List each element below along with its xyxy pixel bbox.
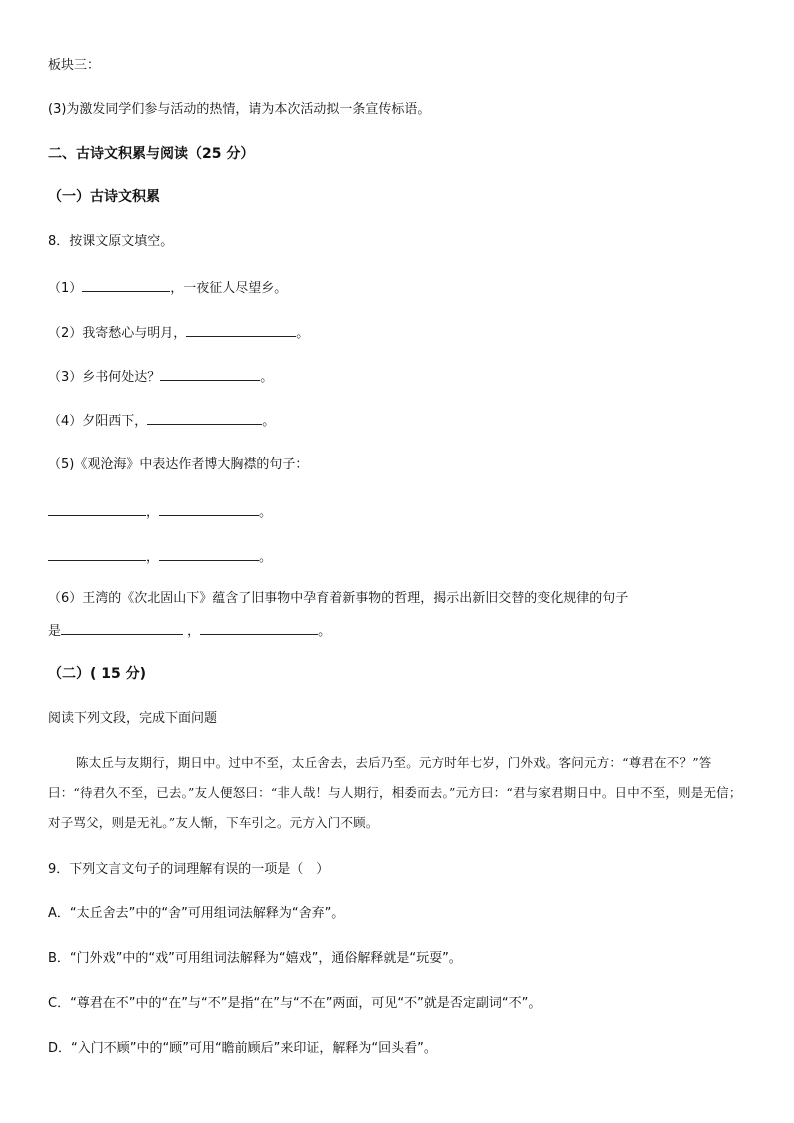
item-6-prefix: 是 (48, 624, 62, 639)
question-8-item-5-line-2 (48, 547, 272, 567)
reading-instruction: 阅读下列文段，完成下面问题 (48, 711, 218, 726)
question-8-item-5-stem: （5)《观沧海》中表达作者博大胸襟的句子： (48, 457, 309, 472)
item-2-text: （2）我寄愁心与明月， (48, 326, 187, 341)
question-8-item-2 (48, 323, 309, 343)
section-2-title: 二、古诗文积累与阅读（25 分） (48, 146, 255, 162)
question-8-item-5-line-1 (48, 502, 272, 522)
question-9-option-a[interactable]: A．“太丘舍去”中的“舍”可用组词法解释为“舍弃”。 (48, 906, 345, 921)
item-1-number: （1） (48, 281, 83, 296)
question-8-item-3 (48, 367, 273, 387)
question-8-item-6-answer (48, 621, 331, 641)
question-3-text: (3)为激发同学们参与活动的热情，请为本次活动拟一条宣传标语。 (48, 102, 431, 117)
question-8-item-6-stem: （6）王湾的《次北固山下》蕴含了旧事物中孕育着新事物的哲理，揭示出新旧交替的变化规律的句子 (48, 591, 629, 606)
answer-blank[interactable] (61, 621, 183, 635)
answer-blank[interactable] (48, 502, 146, 516)
item-6-comma: ， (183, 624, 201, 639)
answer-blank[interactable] (186, 323, 296, 337)
answer-blank[interactable] (160, 367, 260, 381)
item-4-end: 。 (262, 414, 276, 429)
question-9-option-c[interactable]: C．“尊君在不”中的“在”与“不”是指“在”与“不在”两面，可见“不”就是否定副词“不”。 (48, 996, 542, 1011)
question-9-option-b[interactable]: B．“门外戏”中的“戏”可用组词法解释为“嬉戏”，通俗解释就是“玩耍”。 (48, 951, 462, 966)
period: 。 (259, 505, 273, 520)
part-2-title: （二）( 15 分) (48, 666, 147, 682)
question-8-item-4 (48, 411, 275, 431)
part-1-title: （一）古诗文积累 (48, 189, 160, 205)
item-1-text: ，一夜征人尽望乡。 (170, 281, 288, 296)
answer-blank[interactable] (200, 621, 318, 635)
answer-blank[interactable] (159, 547, 259, 561)
block3-heading: 板块三： (48, 58, 101, 73)
answer-blank[interactable] (159, 502, 259, 516)
classical-passage: 陈太丘与友期行，期日中。过中不至，太丘舍去，去后乃至。元方时年七岁，门外戏。客问元方：“尊君在不？”答曰：“待君久不至，已去。”友人便怒曰：“非人哉！与人期行，相委而去。”元方曰：“君与家君期日中。日中不至，则是无信；对子骂父，则是无礼。”友人惭，下车引之。元方入门不顾。 (48, 755, 742, 830)
question-8-item-1 (48, 278, 287, 298)
comma: ， (146, 505, 160, 520)
item-4-text: （4）夕阳西下， (48, 414, 148, 429)
answer-blank[interactable] (48, 547, 146, 561)
answer-blank[interactable] (82, 278, 170, 292)
question-9-stem: 9．下列文言文句子的词理解有误的一项是（ ） (48, 862, 330, 877)
answer-blank[interactable] (147, 411, 262, 425)
item-2-end: 。 (296, 326, 310, 341)
question-8-stem: 8．按课文原文填空。 (48, 234, 174, 249)
item-6-end: 。 (318, 624, 332, 639)
item-3-text: （3）乡书何处达？ (48, 370, 161, 385)
comma: ， (146, 550, 160, 565)
question-9-option-d[interactable]: D．“入门不顾”中的“顾”可用“瞻前顾后”来印证，解释为“回头看”。 (48, 1041, 437, 1056)
period: 。 (259, 550, 273, 565)
item-3-end: 。 (260, 370, 274, 385)
